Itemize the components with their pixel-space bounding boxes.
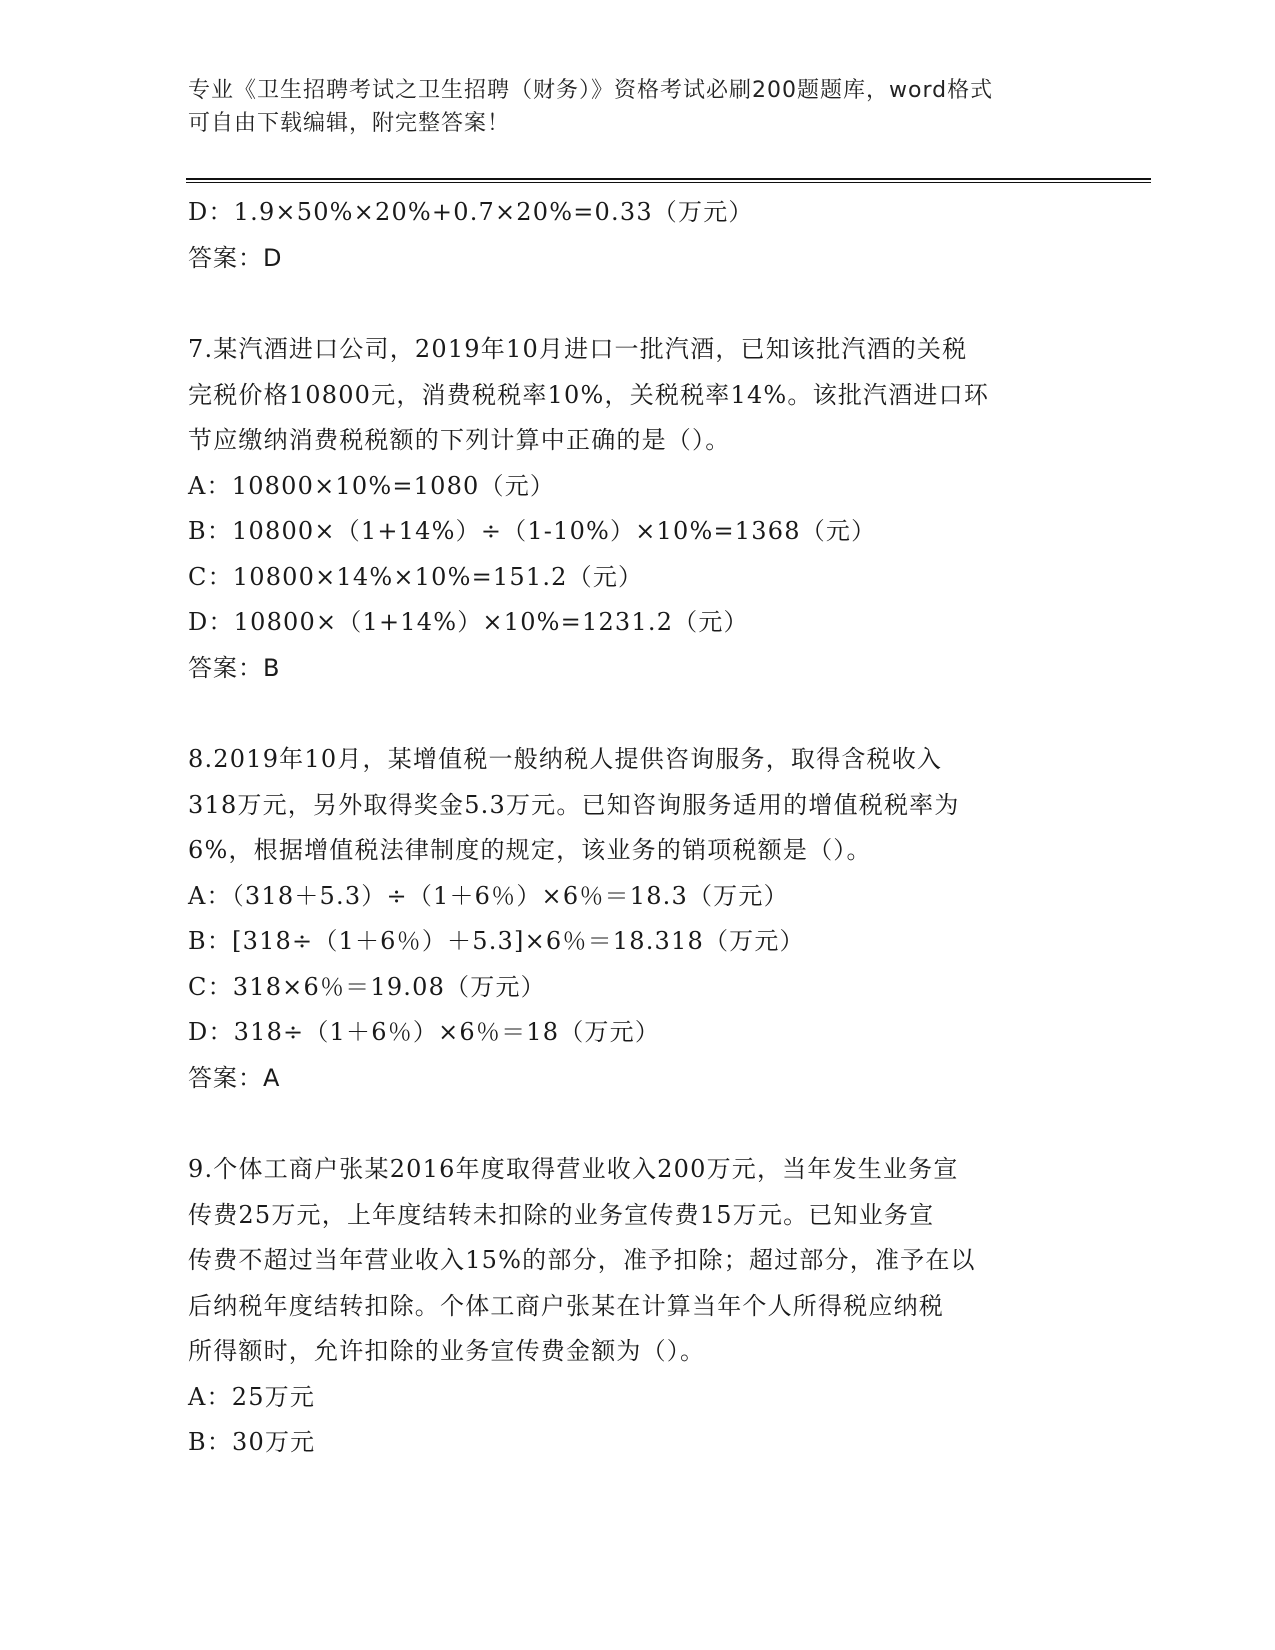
option-a: A：25万元 (188, 1382, 316, 1411)
question-spacer (188, 691, 1088, 737)
header-divider-thin (186, 182, 1151, 183)
header-divider-thick (186, 178, 1151, 180)
question-stem-line: 6%，根据增值税法律制度的规定，该业务的销项税额是（）。 (188, 836, 872, 864)
option-b: B：[318÷（1＋6％）＋5.3]×6％＝18.318（万元） (188, 927, 805, 955)
question-stem-line: 318万元，另外取得奖金5.3万元。已知咨询服务适用的增值税税率为 (188, 790, 960, 819)
answer-line: 答案：A (188, 1063, 281, 1092)
option-d: D：318÷（1＋6％）×6％＝18（万元） (188, 1018, 661, 1046)
option-d: D：10800×（1+14%）×10%=1231.2（元） (188, 608, 749, 636)
option-a: A：10800×10%=1080（元） (188, 471, 556, 500)
option-d: D：1.9×50%×20%+0.7×20%=0.33（万元） (188, 198, 754, 226)
question-stem-line: 后纳税年度结转扣除。个体工商户张某在计算当年个人所得税应纳税 (188, 1291, 944, 1320)
header-title-line-2: 可自由下载编辑，附完整答案！ (188, 111, 511, 136)
question-9 (188, 1147, 1088, 1466)
question-8 (188, 737, 1088, 1101)
question-spacer (188, 281, 1088, 327)
option-b: B：30万元 (188, 1428, 316, 1456)
answer-line: 答案：D (188, 243, 283, 272)
answer-line: 答案：B (188, 653, 281, 682)
question-stem-line: 9.个体工商户张某2016年度取得营业收入200万元，当年发生业务宣 (188, 1155, 959, 1183)
question-7 (188, 327, 1088, 691)
header-title-line-1: 专业《卫生招聘考试之卫生招聘（财务）》资格考试必刷200题题库，word格式 (188, 78, 994, 103)
question-spacer (188, 1101, 1088, 1147)
option-c: C：10800×14%×10%=151.2（元） (188, 562, 644, 591)
option-c: C：318×6％＝19.08（万元） (188, 972, 546, 1001)
question-stem-line: 完税价格10800元，消费税税率10%，关税税率14%。该批汽酒进口环 (188, 380, 990, 409)
page-header (188, 74, 1068, 140)
question-stem-line: 所得额时，允许扣除的业务宣传费金额为（）。 (188, 1337, 706, 1365)
question-stem-line: 节应缴纳消费税税额的下列计算中正确的是（）。 (188, 426, 731, 454)
question-content (188, 190, 1088, 1466)
option-a: A：（318＋5.3）÷（1＋6％）×6％＝18.3（万元） (188, 881, 789, 910)
question-stem-line: 传费25万元，上年度结转未扣除的业务宣传费15万元。已知业务宣 (188, 1200, 935, 1229)
question-stem-line: 8.2019年10月，某增值税一般纳税人提供咨询服务，取得含税收入 (188, 745, 943, 773)
question-stem-line: 7.某汽酒进口公司，2019年10月进口一批汽酒，已知该批汽酒的关税 (188, 335, 968, 363)
option-b: B：10800×（1+14%）÷（1-10%）×10%=1368（元） (188, 517, 877, 545)
question-stem-line: 传费不超过当年营业收入15%的部分，准予扣除；超过部分，准予在以 (188, 1246, 976, 1274)
previous-question-tail (188, 190, 1088, 281)
